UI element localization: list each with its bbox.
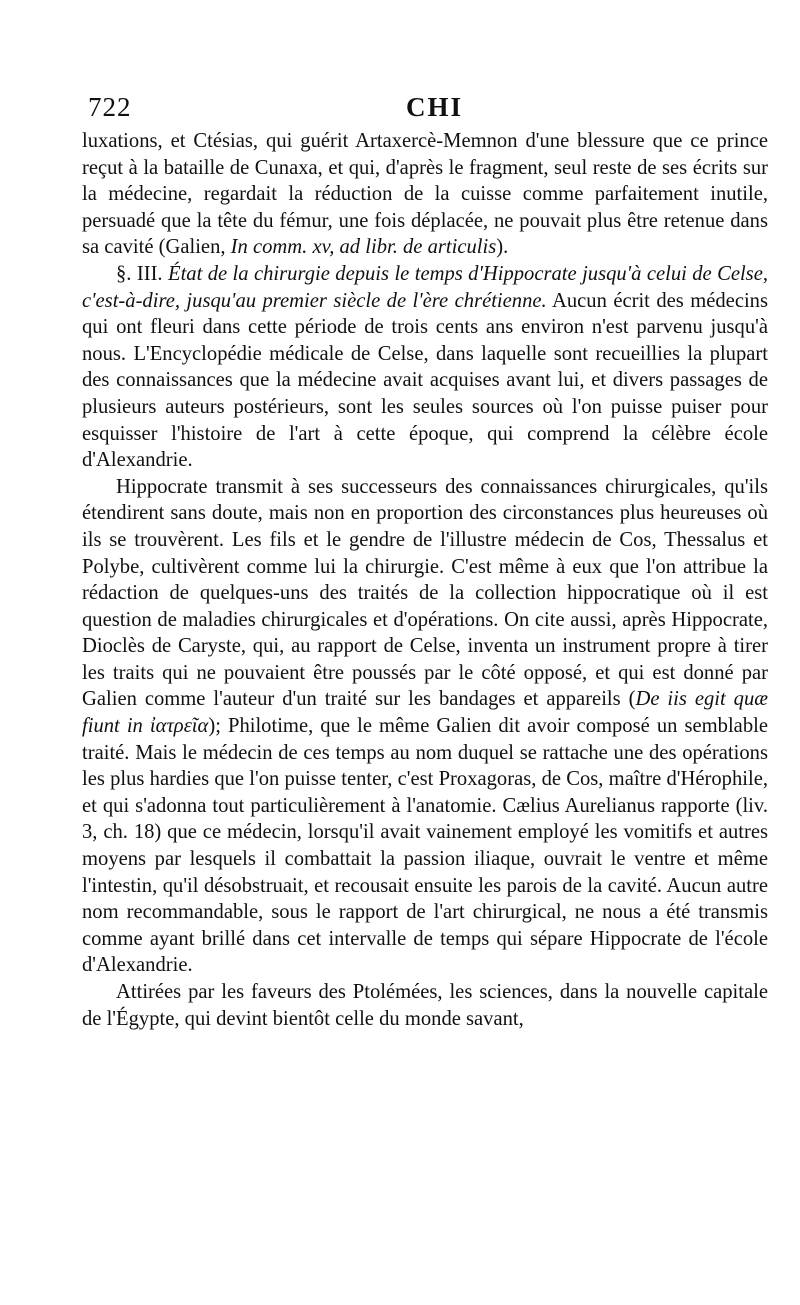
section-paragraph: §. III. État de la chirurgie depuis le temps d'Hippocrate jusqu'à celui de Celse, c'est-à-dire, jusqu'au premier siècle de l'ère chrétienne. Aucun écrit des médecins qui ont fleuri dans cette période de trois cents ans environ n'est parvenu jusqu'à nous. L'Encyclopédie médicale de Celse, dans laquelle sont recueillies la plupart des connaissances que la médecine avait acquises avant lui, et divers passages de plusieurs auteurs postérieurs, sont les seules sources où l'on puisse puiser pour esquisser l'histoire de l'art à cette époque, qui comprend la célèbre école d'Alexandrie. [82,262,768,472]
section-title: État de la chirurgie depuis le temps d'Hippocrate jusqu'à celui de Celse, c'est-à-dire, jusqu'au premier siècle de l'ère chrétienne. [82,262,768,312]
paragraph: Hippocrate transmit à ses successeurs des connaissances chirurgicales, qu'ils étendirent sans doute, mais non en proportion des circonstances plus heureuses où ils se trouvèrent. Les fils et le gendre de l'illustre médecin de Cos, Thessalus et Polybe, cultivèrent comme lui la chirurgie. C'est même à eux que l'on attribue la rédaction de quelques-uns des traités de la collection hippocratique où il est question de maladies chirurgicales et d'opérations. On cite aussi, après Hippocrate, Dioclès de Caryste, qui, au rapport de Celse, inventa un instrument propre à tirer les traits qui ne pouvaient être poussés par le côté opposé, et qui est donné par Galien comme l'auteur d'un traité sur les bandages et appareils (De iis egit quæ fiunt in ἰατρεῖα); Philotime, que le même Galien dit avoir composé un semblable traité. Mais le médecin de ces temps au nom duquel se rattache une des opérations les plus hardies que l'on puisse tenter, c'est Proxagoras, de Cos, maître d'Hérophile, et qui s'adonna tout particulièrement à l'anatomie. Cælius Aurelianus rapporte (liv. 3, ch. 18) que ce médecin, lorsqu'il avait vainement employé les vomitifs et autres moyens par lesquels il combattait la passion iliaque, ouvrait le ventre et même l'intestin, qu'il désobstruait, et recousait ensuite les parois de la cavité. Aucun autre nom recommandable, sous le rapport de l'art chirurgical, ne nous a été transmis comme ayant brillé dans cet intervalle de temps qui sépare Hippocrate de l'école d'Alexandrie. [82,475,768,977]
page-number: 722 [88,92,132,122]
page-header [88,92,760,128]
paragraph: Attirées par les faveurs des Ptolémées, les sciences, dans la nouvelle capitale de l'Égypte, qui devint bientôt celle du monde savant, [82,981,768,1030]
citation: De iis egit quæ fiunt in ἰατρεῖα [82,688,768,738]
paragraph-continuation: luxations, et Ctésias, qui guérit Artaxercè-Memnon d'une blessure que ce prince reçut à la bataille de Cunaxa, et qui, d'après le fragment, seul reste de ses écrits sur la médecine, regardait la réduction de la cuisse comme parfaitement inutile, persuadé que la tête du fémur, une fois déplacée, ne pouvait plus être retenue dans sa cavité (Galien, In comm. xv, ad libr. de articulis). [82,130,768,259]
section-number: §. III. [116,262,168,285]
text-body [82,128,768,1032]
running-head: CHI [406,92,464,122]
citation: In comm. xv, ad libr. de articulis [230,236,497,259]
